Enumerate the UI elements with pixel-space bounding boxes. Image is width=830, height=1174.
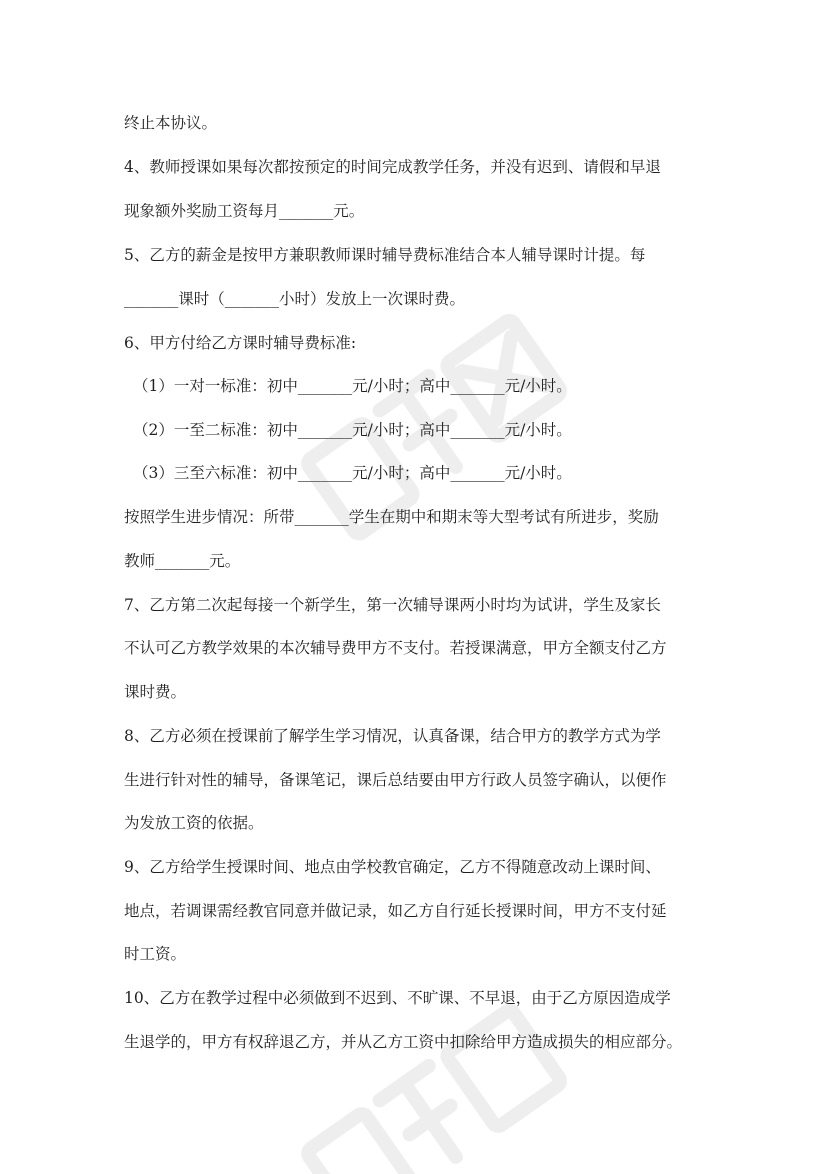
text-line: 终止本协议。 [124, 114, 218, 132]
text-line: 6、甲方付给乙方课时辅导费标准: [124, 334, 357, 352]
text-line: 时工资。 [124, 945, 187, 963]
text-line: 9、乙方给学生授课时间、地点由学校教官确定，乙方不得随意改动上课时间、 [124, 858, 661, 876]
text-line: 5、乙方的薪金是按甲方兼职教师课时辅导费标准结合本人辅导课时计提。每 [124, 246, 646, 264]
text-line: 地点，若调课需经教官同意并做记录，如乙方自行延长授课时间，甲方不支付延 [124, 902, 667, 920]
text-line: 不认可乙方教学效果的本次辅导费甲方不支付。若授课满意，甲方全额支付乙方 [124, 639, 667, 657]
text-line: （1）一对一标准：初中_______元/小时；高中_______元/小时。 [133, 377, 572, 395]
text-line: 4、教师授课如果每次都按预定的时间完成教学任务，并没有迟到、请假和早退 [124, 158, 661, 176]
text-line: （3）三至六标准：初中_______元/小时；高中_______元/小时。 [133, 464, 572, 482]
text-line: 生进行针对性的辅导，备课笔记，课后总结要由甲方行政人员签字确认，以便作 [124, 771, 667, 789]
text-line: 8、乙方必须在授课前了解学生学习情况，认真备课，结合甲方的教学方式为学 [124, 727, 661, 745]
text-line: 现象额外奖励工资每月_______元。 [124, 202, 365, 220]
text-line: 按照学生进步情况：所带_______学生在期中和期末等大型考试有所进步，奖励 [124, 508, 659, 526]
text-line: _______课时（_______小时）发放上一次课时费。 [124, 290, 466, 308]
text-line: 为发放工资的依据。 [124, 814, 264, 832]
text-line: 课时费。 [124, 683, 187, 701]
text-line: 生退学的，甲方有权辞退乙方，并从乙方工资中扣除给甲方造成损失的相应部分。 [124, 1033, 683, 1051]
text-line: 7、乙方第二次起每接一个新学生，第一次辅导课两小时均为试讲，学生及家长 [124, 596, 661, 614]
text-line: （2）一至二标准：初中_______元/小时；高中_______元/小时。 [133, 421, 572, 439]
text-line: 教师_______元。 [124, 552, 241, 570]
text-line: 10、乙方在教学过程中必须做到不迟到、不旷课、不早退，由于乙方原因造成学 [124, 989, 671, 1007]
